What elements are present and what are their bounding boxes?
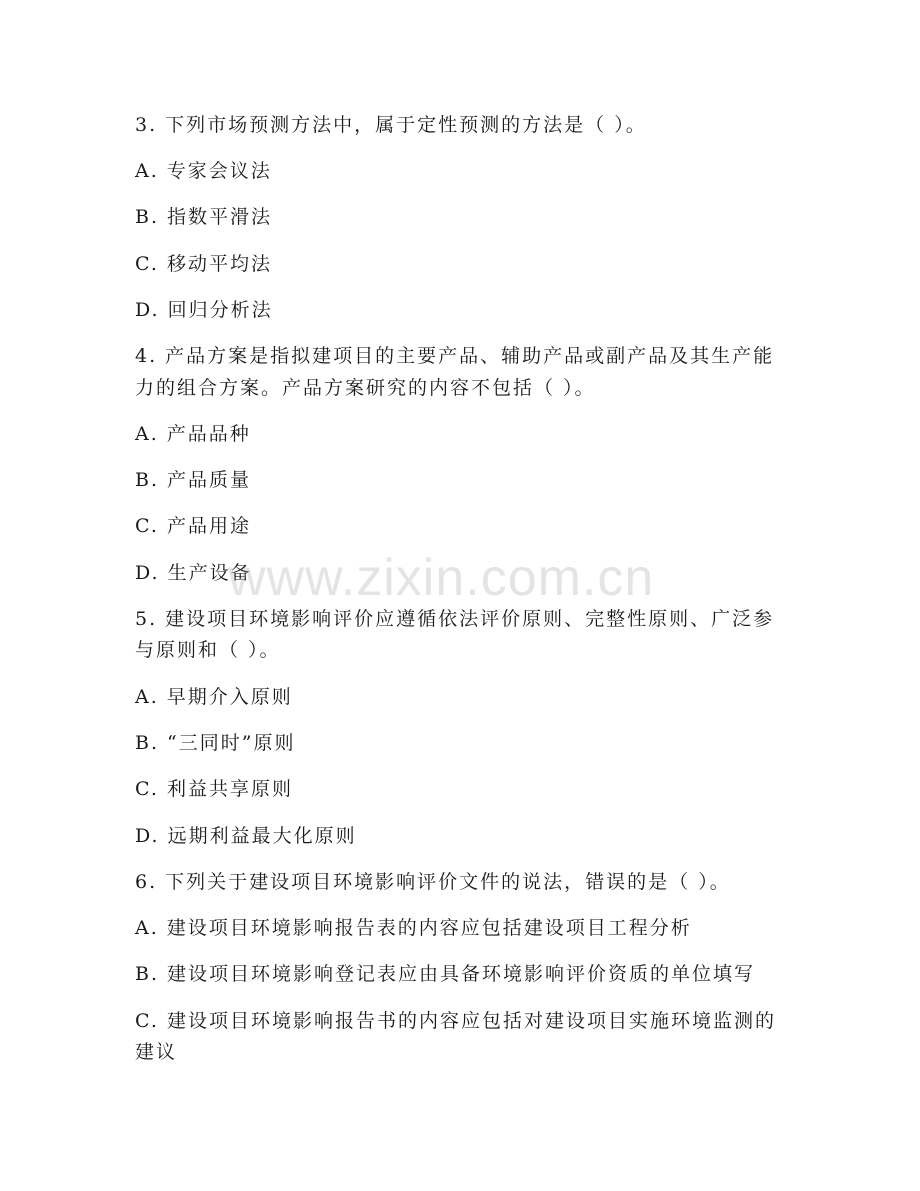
question-3-option-a: A. 专家会议法	[135, 160, 272, 182]
question-4-option-c: C. 产品用途	[135, 515, 251, 537]
question-6-option-c-continuation: 建议	[135, 1041, 178, 1063]
question-5-option-a: A. 早期介入原则	[135, 686, 293, 708]
question-6-option-c: C. 建设项目环境影响报告书的内容应包括对建设项目实施环境监测的	[135, 1010, 776, 1032]
question-5-stem-line-1: 5. 建设项目环境影响评价应遵循依法评价原则、完整性原则、广泛参	[135, 608, 775, 630]
question-4-option-a: A. 产品品种	[135, 423, 251, 445]
question-3-option-b: B. 指数平滑法	[135, 206, 273, 228]
watermark: www.zixin.com.cn	[228, 549, 655, 607]
question-4-option-b: B. 产品质量	[135, 469, 252, 491]
question-3-stem: 3. 下列市场预测方法中，属于定性预测的方法是（ ）。	[135, 114, 647, 136]
question-6-option-b: B. 建设项目环境影响登记表应由具备环境影响评价资质的单位填写	[135, 963, 756, 985]
question-3-option-d: D. 回归分析法	[135, 299, 273, 321]
question-5-stem-line-2: 与原则和（ ）。	[135, 639, 281, 661]
question-5-option-d: D. 远期利益最大化原则	[135, 825, 357, 847]
question-4-stem-line-1: 4. 产品方案是指拟建项目的主要产品、辅助产品或副产品及其生产能	[135, 345, 775, 367]
question-3-option-c: C. 移动平均法	[135, 253, 272, 275]
question-5-option-c: C. 利益共享原则	[135, 778, 293, 800]
question-6-stem: 6. 下列关于建设项目环境影响评价文件的说法，错误的是（ ）。	[135, 871, 731, 893]
question-4-option-d: D. 生产设备	[135, 562, 252, 584]
question-5-option-b: B. “三同时”原则	[135, 732, 296, 754]
question-6-option-a: A. 建设项目环境影响报告表的内容应包括建设项目工程分析	[135, 917, 692, 939]
question-4-stem-line-2: 力的组合方案。产品方案研究的内容不包括（ ）。	[135, 377, 596, 399]
